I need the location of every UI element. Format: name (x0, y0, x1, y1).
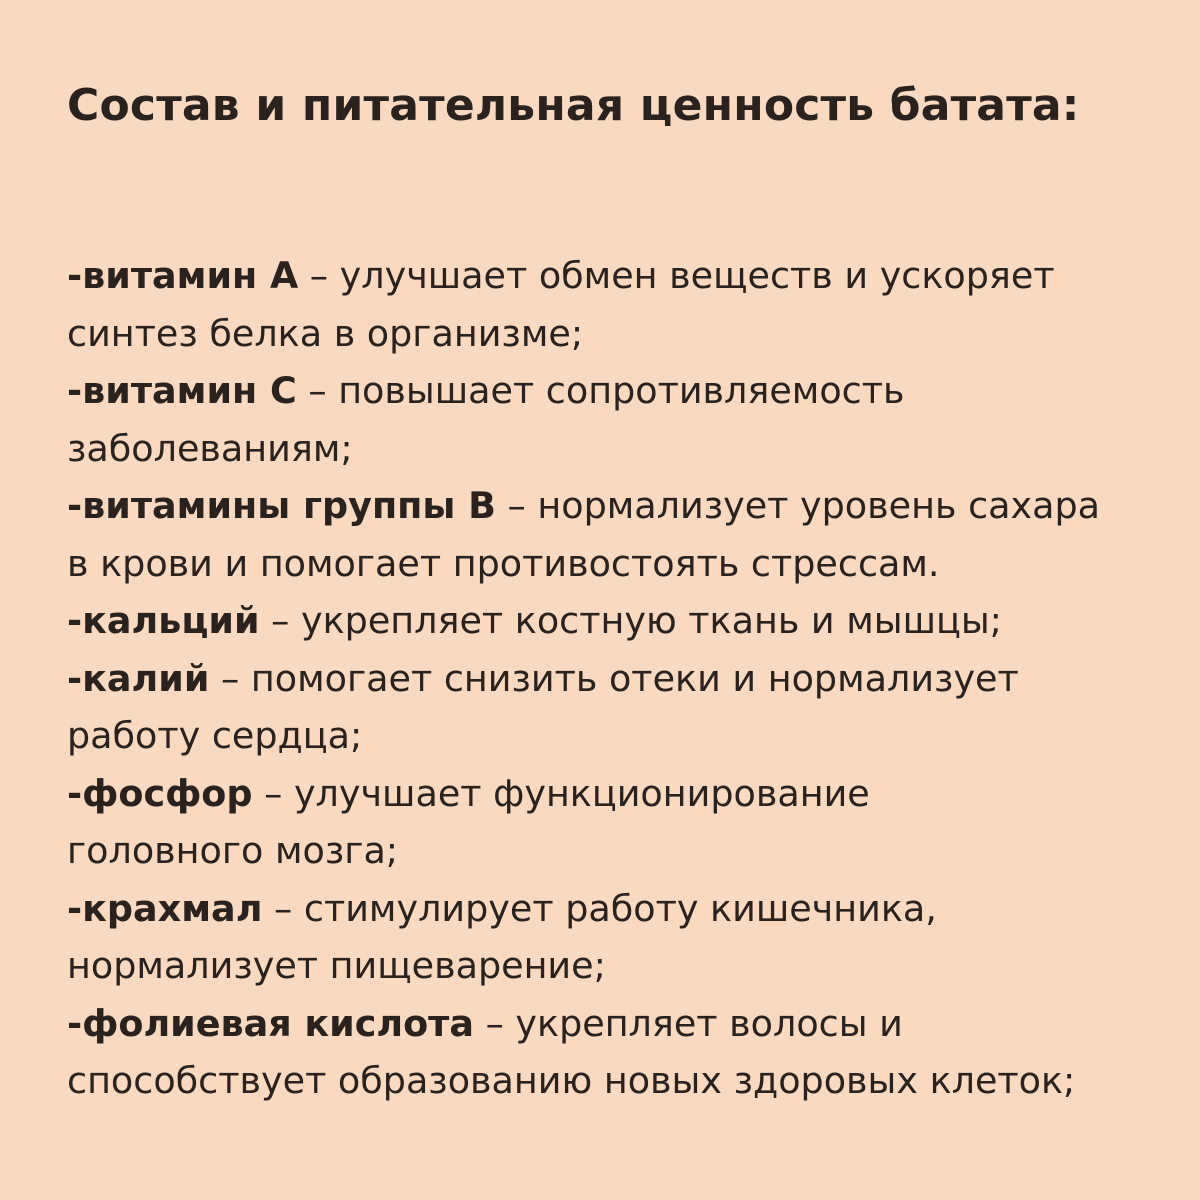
nutrient-item-starch (67, 880, 1177, 995)
nutrient-term: -кальций (67, 599, 260, 642)
nutrient-line (67, 650, 1177, 708)
nutrient-description: – нормализует уровень сахара (495, 484, 1101, 527)
nutrient-item-vitamin-a (67, 247, 1177, 362)
nutrient-line (67, 477, 1177, 535)
nutrient-list (67, 247, 1177, 1110)
nutrient-description-continuation: в крови и помогает противостоять стрессам. (67, 541, 940, 585)
nutrient-line (67, 880, 1177, 938)
nutrient-line (67, 592, 1177, 650)
nutrient-description-continuation: нормализует пищеварение; (67, 944, 606, 987)
nutrient-description: – укрепляет костную ткань и мышцы; (259, 599, 1002, 642)
nutrient-term: -витамины группы В (67, 484, 496, 527)
nutrient-item-phosphorus (67, 765, 1177, 880)
nutrient-description-continuation: заболеваниям; (67, 426, 353, 470)
page-title: Состав и питательная ценность батата: (67, 80, 1080, 131)
nutrient-term: -витамин С (67, 369, 297, 412)
nutrient-line (67, 995, 1177, 1053)
nutrient-description: – улучшает обмен веществ и ускоряет (298, 254, 1055, 297)
nutrient-line (67, 362, 1177, 420)
nutrient-term: -калий (67, 656, 210, 700)
nutrient-item-vitamin-b-group (67, 477, 1177, 592)
nutrient-description-continuation: способствует образованию новых здоровых клеток; (67, 1059, 1076, 1102)
nutrient-description-continuation: синтез белка в организме; (67, 311, 584, 355)
nutrient-description: – улучшает функционирование (252, 771, 870, 815)
nutrient-description: – помогает снизить отеки и нормализует (209, 656, 1019, 700)
nutrient-description-continuation: работу сердца; (67, 714, 363, 757)
nutrient-item-vitamin-c (67, 362, 1177, 477)
nutrient-term: -витамин А (67, 254, 299, 297)
nutrient-term: -фосфор (67, 771, 253, 815)
nutrient-description-continuation: головного мозга; (67, 829, 399, 872)
nutrient-description: – укрепляет волосы и (473, 1001, 903, 1045)
nutrient-term: -крахмал (67, 886, 263, 930)
nutrient-term: -фолиевая кислота (67, 1001, 474, 1045)
nutrient-item-folic-acid (67, 995, 1177, 1110)
nutrient-item-potassium (67, 650, 1177, 765)
nutrient-description: – стимулирует работу кишечника, (262, 886, 937, 930)
nutrient-description: – повышает сопротивляемость (296, 369, 905, 412)
nutrient-line (67, 765, 1177, 823)
nutrient-line (67, 247, 1177, 305)
nutrient-item-calcium (67, 592, 1177, 650)
